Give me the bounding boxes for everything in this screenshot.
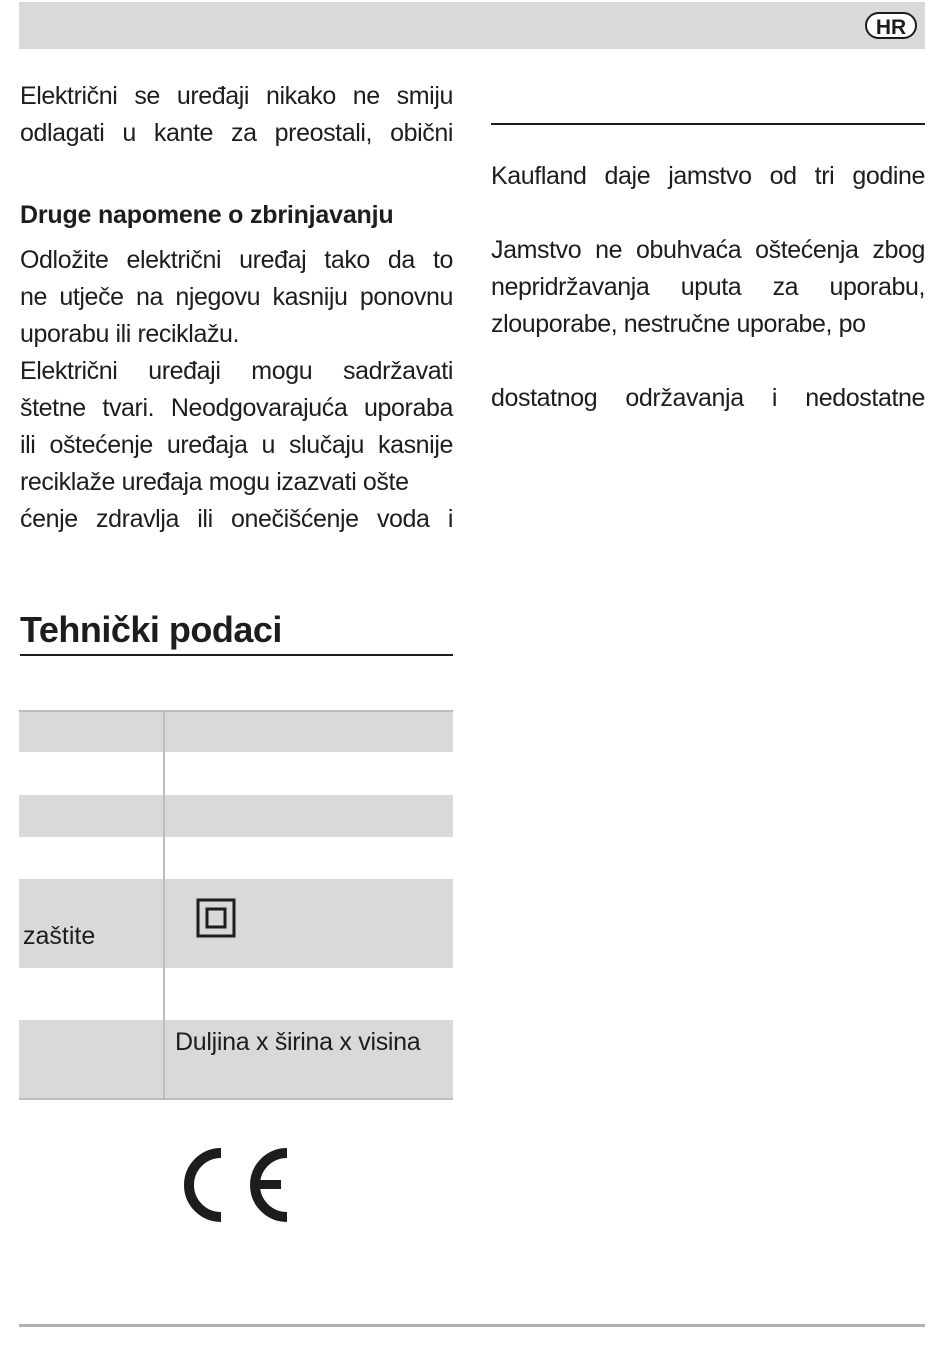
table-value-cell: [165, 752, 453, 795]
text-line: Odložite električni uređaj tako da to: [20, 246, 453, 274]
table-label-cell: [19, 837, 165, 879]
text-line: Električni uređaji mogu sadržavati: [20, 357, 453, 385]
text-line: zlouporabe, nestručne uporabe, po: [491, 310, 866, 338]
text-line: odlagati u kante za preostali, obični: [20, 119, 453, 147]
text-line: ne utječe na njegovu kasniju ponovnu: [20, 283, 453, 311]
ce-mark-icon: [181, 1145, 293, 1225]
header-bar: [19, 2, 925, 49]
dimensions-value: Duljina x širina x visina: [175, 1028, 421, 1056]
text-line: ili oštećenje uređaja u slučaju kasnije: [20, 431, 453, 459]
text-line: Kaufland daje jamstvo od tri godine: [491, 162, 925, 190]
text-line: dostatnog održavanja i nedostatne: [491, 384, 925, 412]
technical-table: [19, 710, 453, 1100]
text-line: nepridržavanja uputa za uporabu,: [491, 273, 925, 301]
right-column: [491, 78, 925, 417]
text-line: Jamstvo ne obuhvaća oštećenja zbog: [491, 236, 925, 264]
table-row: [19, 879, 453, 968]
table-row: [19, 968, 453, 1020]
text-line: štetne tvari. Neodgovarajuća uporaba: [20, 394, 453, 422]
table-row: [19, 837, 453, 879]
table-row: [19, 752, 453, 795]
technical-heading-rule: [20, 654, 453, 656]
left-column: [20, 78, 453, 656]
text-line: uporabu ili reciklažu.: [20, 320, 240, 348]
table-value-cell: [165, 712, 453, 752]
table-label-cell: [19, 968, 165, 1020]
table-label-cell: [19, 795, 165, 837]
footer-rule: [19, 1324, 925, 1327]
table-row: [19, 795, 453, 837]
table-value-cell: [165, 1020, 453, 1098]
language-badge: HR: [865, 12, 917, 39]
warranty-exclusions-paragraph: [491, 232, 925, 343]
ce-mark-text: CE: [234, 1181, 240, 1186]
text-line: reciklaže uređaja mogu izazvati ošte: [20, 468, 409, 496]
table-label-cell: [19, 1020, 165, 1098]
text-line: ćenje zdravlja ili onečišćenje voda i: [20, 505, 453, 533]
table-value-cell: [165, 968, 453, 1020]
table-label-cell: [19, 712, 165, 752]
disposal-heading: Druge napomene o zbrinjavanju: [20, 201, 394, 229]
disposal-intro-paragraph: [20, 78, 453, 152]
table-label-cell: [19, 752, 165, 795]
table-row: [19, 712, 453, 752]
technical-heading: Tehnički podaci: [20, 609, 282, 650]
protection-class-label: zaštite: [23, 922, 96, 950]
table-value-cell: [165, 837, 453, 879]
table-value-cell: [165, 795, 453, 837]
table-value-cell: [165, 879, 453, 968]
text-line: Električni se uređaji nikako ne smiju: [20, 82, 453, 110]
table-label-cell: [19, 879, 165, 968]
protection-class-ii-icon: [196, 898, 236, 938]
table-row: [19, 1020, 453, 1098]
disposal-paragraph: [20, 242, 453, 538]
